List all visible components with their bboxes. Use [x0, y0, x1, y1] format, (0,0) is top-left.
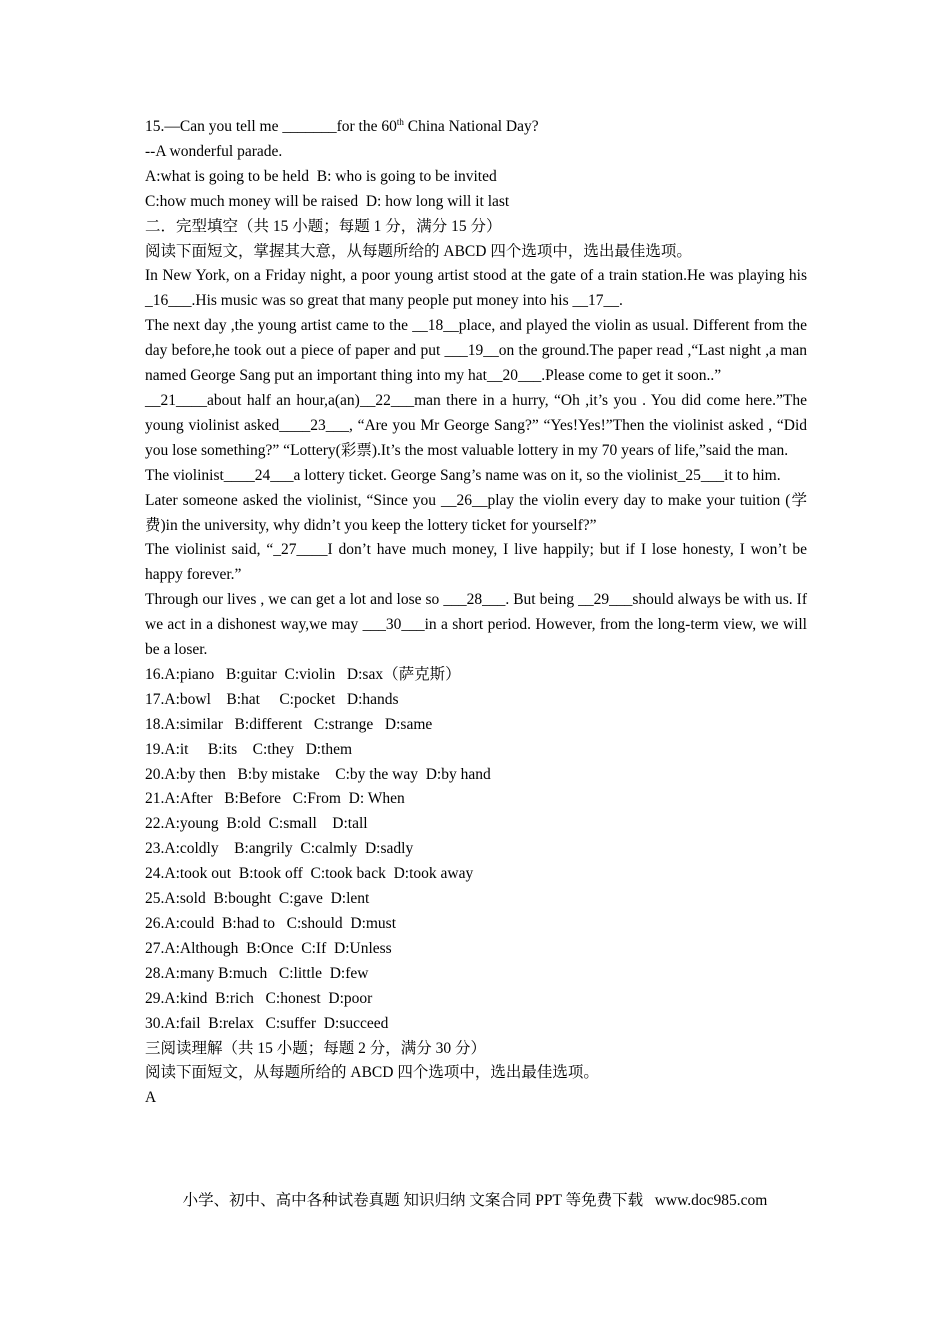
ordinal-superscript: th — [396, 116, 404, 127]
question-15-options-cd: C:how much money will be raised D: how long will it last — [145, 192, 510, 210]
exam-page — [145, 115, 807, 1111]
question-15-stem-text: 15.—Can you tell me _______for the 60 — [145, 118, 397, 135]
option-line: 29.A:kind B:rich C:honest D:poor — [145, 989, 373, 1007]
passage-paragraph: The next day ,the young artist came to the __18__place, and played the violin as usual. Different from the day before,he took out a piece of paper and put ___19__on the ground.The paper read ,“Last night ,a man named George Sang put an important thing into my hat__20___.Please come to get it soon..” — [145, 317, 807, 385]
option-line: 23.A:coldly B:angrily C:calmly D:sadly — [145, 840, 414, 858]
section-3-instruction: 阅读下面短文，从每题所给的 ABCD 四个选项中，选出最佳选项。 — [145, 1064, 599, 1082]
question-15-stem-tail: China National Day? — [403, 118, 539, 135]
option-line: 20.A:by then B:by mistake C:by the way D:by hand — [145, 765, 491, 783]
section-2-heading: 二．完型填空（共 15 小题；每题 1 分，满分 15 分） — [145, 217, 502, 235]
passage-paragraph: Through our lives , we can get a lot and lose so ___28___. But being __29___should always be with us. If we act in a dishonest way,we may ___30___in a short period. However, from the long-term view, we will be a loser. — [145, 591, 807, 659]
option-line: 17.A:bowl B:hat C:pocket D:hands — [145, 690, 399, 708]
option-line: 24.A:took out B:took off C:took back D:took away — [145, 865, 474, 883]
option-line: 16.A:piano B:guitar C:violin D:sax（萨克斯） — [145, 665, 461, 683]
passage-paragraph: In New York, on a Friday night, a poor young artist stood at the gate of a train station.He was playing his _16___.His music was so great that many people put money into his __17__. — [145, 267, 807, 310]
option-line: 25.A:sold B:bought C:gave D:lent — [145, 890, 370, 908]
option-line: 22.A:young B:old C:small D:tall — [145, 815, 368, 833]
option-line: 27.A:Although B:Once C:If D:Unless — [145, 939, 392, 957]
passage-paragraph: The violinist said, “_27____I don’t have much money, I live happily; but if I lose honesty, I won’t be happy forever.” — [145, 541, 807, 584]
passage-paragraph: The violinist____24___a lottery ticket. George Sang’s name was on it, so the violinist_25___it to him. — [145, 466, 781, 484]
option-line: 28.A:many B:much C:little D:few — [145, 964, 369, 982]
question-15-stem — [145, 115, 807, 140]
cloze-options-list — [145, 663, 807, 1037]
question-15-answer-line: --A wonderful parade. — [145, 142, 283, 160]
question-15-options-ab: A:what is going to be held B: who is going to be invited — [145, 167, 497, 185]
option-line: 21.A:After B:Before C:From D: When — [145, 790, 405, 808]
section-3-part-label: A — [145, 1089, 157, 1107]
passage-paragraph: __21____about half an hour,a(an)__22___man there in a hurry, “Oh ,it’s you . You did come here.”The young violinist asked____23___, “Are you Mr George Sang?” “Yes!Yes!”Then the violinist asked , “Did you lose something?” “Lottery(彩票).It’s the most valuable lottery in my 70 years of life,”said the man. — [145, 391, 807, 459]
option-line: 26.A:could B:had to C:should D:must — [145, 915, 397, 932]
passage-paragraph: Later someone asked the violinist, “Since you __26__play the violin every day to make your tuition (学费)in the university, why didn’t you keep the lottery ticket for yourself?” — [145, 491, 807, 534]
option-line: 19.A:it B:its C:they D:them — [145, 740, 353, 758]
option-line: 30.A:fail B:relax C:suffer D:succeed — [145, 1014, 389, 1032]
section-2-instruction: 阅读下面短文，掌握其大意，从每题所给的 ABCD 四个选项中，选出最佳选项。 — [145, 242, 692, 260]
section-3-heading: 三阅读理解（共 15 小题；每题 2 分，满分 30 分） — [145, 1039, 487, 1057]
page-footer: 小学、初中、高中各种试卷真题 知识归纳 文案合同 PPT 等免费下载 www.doc985.com — [182, 1192, 768, 1209]
cloze-passage — [145, 264, 807, 663]
option-line: 18.A:similar B:different C:strange D:same — [145, 715, 433, 733]
